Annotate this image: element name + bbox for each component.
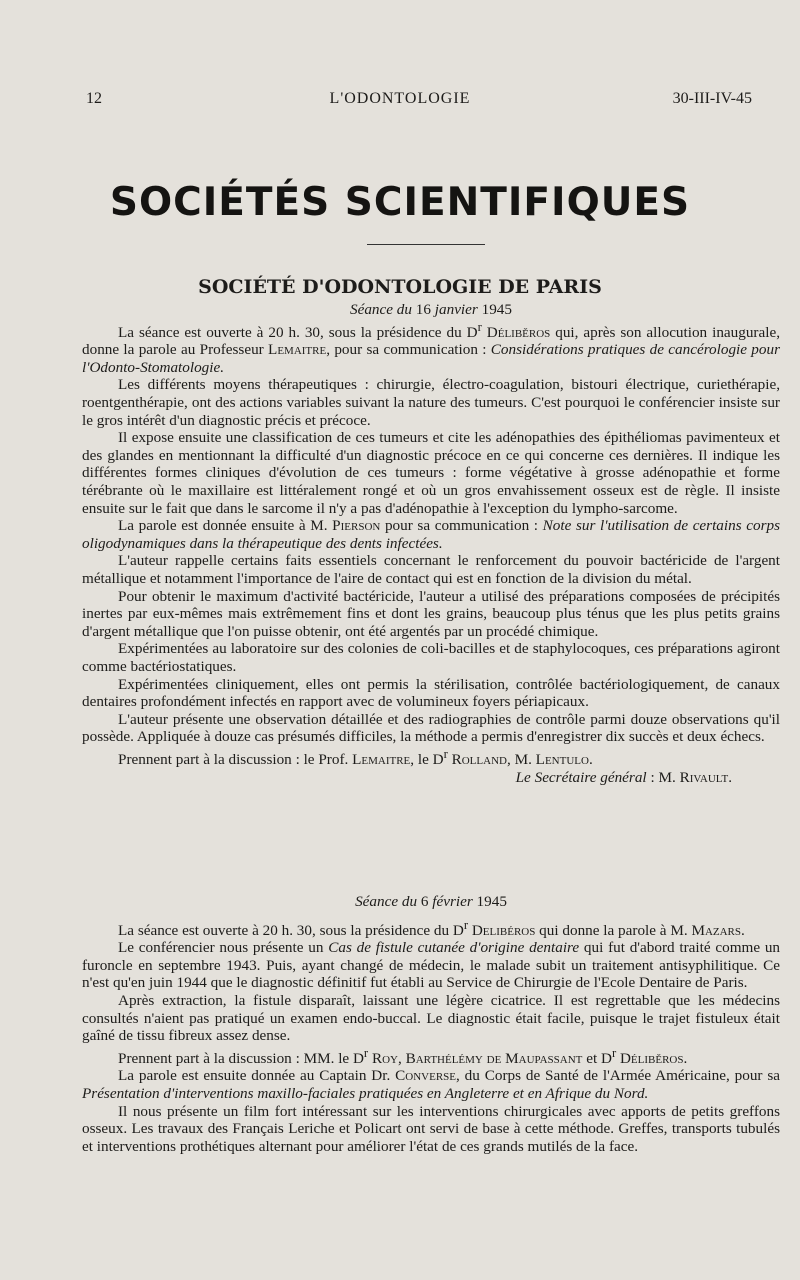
paragraph: La séance est ouverte à 20 h. 30, sous la présidence du $D^r$ Déliběros qui, après son allocution inaugurale, donne la parole au Professeur Lemaitre, pour sa communication : Considérations pratiques de cancérologie pour l'Odonto-Stomatologie.: [82, 319, 781, 376]
paragraph: Pour obtenir le maximum d'activité bactéricide, l'auteur a utilisé des préparations composées de précipités inertes par eux-mêmes mais extrêmement fins et dont les grains, beaucoup plus ténus que les plus petits grains d'argent métallique que l'on puisse obtenir, ont été argentés par un procédé chimique.: [82, 587, 780, 640]
paragraph: La parole est donnée ensuite à M. Pierson pour sa communication : Note sur l'utilisation de certains corps oligodynamiques dans la thérapeutique des dents infectées.: [82, 517, 780, 552]
section-title: SOCIÉTÉS SCIENTIFIQUES: [109, 180, 691, 225]
paragraph: La séance est ouverte à 20 h. 30, sous la présidence du $D^r$ Delibéros qui donne la parole à M. Mazars.: [118, 917, 745, 939]
page-number: 12: [86, 90, 102, 107]
paragraph: Prennent part à la discussion : le Prof. Lemaitre, le $D^r$ Rolland, M. Lentulo.: [118, 746, 593, 768]
paragraph: L'auteur présente une observation détaillée et des radiographies de contrôle parmi douze observations qu'il possède. Appliquée à douze cas présumés difficiles, la méthode a permis d'enregistrer dix succès et deux échecs.: [82, 710, 780, 746]
running-title: L'ODONTOLOGIE: [329, 90, 471, 107]
paragraph: Il expose ensuite une classification de ces tumeurs et cite les adénopathies des épithéliomas pavimenteux et des glandes en mentionnant la difficulté d'un diagnostic précoce en ce qui concerne ces dernières. Il indique les différentes formes cliniques d'évolution de ces tumeurs : forme végétative à grosse adénopathie et forme térébrante où le maxillaire est littéralement rongé et où un gros envahissement osseux est de règle. Il insiste ensuite sur le fait que dans le sarcome il n'y a pas d'adénopathie à l'exception du lympho-sarcome.: [82, 429, 780, 517]
session-1: [82, 301, 780, 786]
paragraph: L'auteur rappelle certains faits essentiels concernant le renforcement du pouvoir bactéricide de l'argent métallique et notamment l'importance de l'aire de contact qui est en fonction de la division du métal.: [82, 552, 780, 587]
paragraph: Expérimentées au laboratoire sur des colonies de coli-bacilles et de staphylocoques, ces préparations agiront comme bactériostatiques.: [82, 640, 780, 675]
paragraph: Le conférencier nous présente un Cas de fistule cutanée d'origine dentaire qui fut d'abord traité comme un furoncle en septembre 1943. Puis, ayant changé de médecin, le malade subit un traitement antisyphilitique. Ce n'est qu'en juin 1944 que le diagnostic définitif fut établi au Service de Chirurgie de l'Ecole Dentaire de Paris.: [82, 939, 781, 992]
paragraph: La parole est ensuite donnée au Captain Dr. Converse, du Corps de Santé de l'Armée Américaine, pour sa Présentation d'interventions maxillo-faciales pratiquées en Angleterre et en Afrique du Nord.: [82, 1067, 780, 1103]
session-2: [82, 893, 780, 1155]
paragraph: Expérimentées cliniquement, elles ont permis la stérilisation, contrôlée bactériologiquement, de canaux dentaires profondément infectés en rapport avec de volumineux foyers périapicaux.: [82, 675, 780, 711]
title-divider: [367, 244, 485, 245]
signature: Le Secrétaire général : M. Rivault.: [515, 768, 732, 786]
paragraph: Les différents moyens thérapeutiques : chirurgie, électro-coagulation, bistouri électrique, curiethérapie, roentgenthérapie, ont des actions variables suivant la nature des tumeurs. C'est pourquoi le conférencier insiste sur le gros intérêt d'un diagnostic précis et précoce.: [82, 376, 780, 429]
issue-date: 30-III-IV-45: [672, 90, 752, 107]
session-2-date: Séance du 6 février 1945: [355, 893, 507, 910]
paragraph: Prennent part à la discussion : MM. le $D^r$ Roy, Barthélémy de Maupassant et $D^r$ Déliběros.: [118, 1045, 688, 1067]
paragraph: Il nous présente un film fort intéressant sur les interventions chirurgicales avec apports de petits greffons osseux. Les travaux des Français Leriche et Policart ont servi de base à cette méthode. Greffes, transports tubulés et interventions prothétiques alternant pour améliorer l'état de ces grands mutilés de la face.: [82, 1102, 780, 1155]
session-1-date: Séance du 16 janvier 1945: [350, 301, 512, 318]
paragraph: Après extraction, la fistule disparaît, laissant une légère cicatrice. Il est regrettable que les médecins consultés n'aient pas pratiqué un examen endo-buccal. Le diagnostic était facile, puisque le trajet fistuleux était gaîné de tissu fibreux assez dense.: [82, 992, 780, 1045]
society-title: SOCIÉTÉ D'ODONTOLOGIE DE PARIS: [198, 276, 602, 298]
